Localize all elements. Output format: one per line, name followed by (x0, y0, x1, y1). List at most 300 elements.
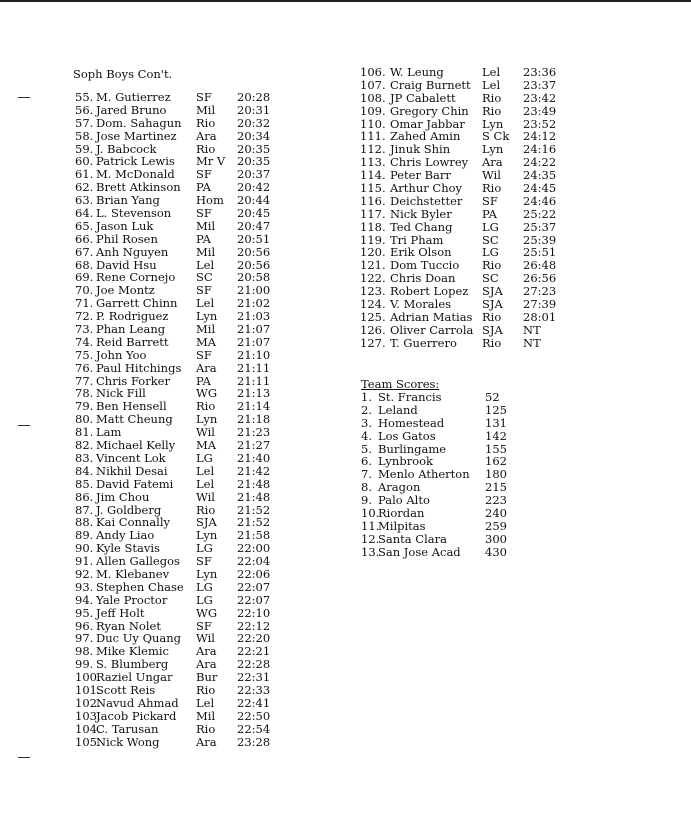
runner-name: Oliver Carrola (390, 322, 474, 337)
result-place: 112. (360, 142, 386, 157)
finish-time: 20:44 (237, 193, 271, 208)
school-code: S Ck (482, 129, 510, 144)
finish-time: 21:52 (237, 515, 271, 530)
runner-name: Dom. Sahagun (96, 115, 182, 130)
runner-name: Jared Bruno (96, 102, 167, 117)
result-place: 78. (75, 386, 94, 401)
finish-time: 21:00 (237, 283, 271, 298)
result-place: 80. (75, 412, 94, 427)
finish-time: 24:16 (523, 142, 557, 157)
school-code: Wil (196, 425, 215, 440)
result-place: 106. (360, 65, 386, 79)
team-name: Lynbrook (378, 454, 434, 469)
result-place: 59. (75, 141, 94, 156)
runner-name: Nick Wong (96, 734, 160, 749)
finish-time: 20:58 (237, 270, 271, 285)
school-code: Ara (196, 734, 217, 749)
runner-name: Ted Chang (390, 219, 453, 234)
school-code: Ara (196, 657, 217, 672)
runner-name: Allen Gallegos (96, 554, 180, 569)
school-code: Mil (196, 322, 216, 337)
page-heading: Soph Boys Con't. (73, 67, 173, 81)
school-code: Wil (196, 631, 215, 646)
team-score: 215 (485, 480, 507, 495)
result-place: 116. (360, 193, 386, 208)
team-place: 7. (361, 467, 372, 482)
result-place: 84. (75, 463, 94, 478)
runner-name: David Fatemi (96, 476, 174, 491)
runner-name: Michael Kelly (96, 438, 176, 453)
result-place: 62. (75, 180, 94, 195)
finish-time: 26:48 (523, 258, 557, 273)
runner-name: Dom Tuccio (390, 258, 460, 273)
school-code: Rio (196, 141, 216, 156)
runner-name: Phan Leang (96, 322, 166, 337)
runner-name: Scott Reis (96, 682, 156, 697)
finish-time: 20:45 (237, 206, 271, 221)
result-place: 119. (360, 232, 386, 247)
team-name: Aragon (378, 480, 421, 495)
result-place: 121. (360, 258, 386, 273)
finish-time: 22:12 (237, 618, 271, 633)
result-place: 108. (360, 90, 386, 105)
runner-name: M. McDonald (96, 167, 175, 182)
result-place: 118. (360, 219, 386, 234)
result-place: 73. (75, 322, 94, 337)
school-code: Rio (196, 721, 216, 736)
school-code: Lel (196, 257, 215, 272)
finish-time: 25:51 (523, 245, 557, 260)
finish-time: 21:27 (237, 438, 271, 453)
team-name: Leland (378, 402, 418, 417)
finish-time: 24:46 (523, 193, 557, 208)
result-place: 58. (75, 128, 94, 143)
runner-name: V. Morales (390, 297, 452, 312)
team-place: 12. (361, 531, 380, 546)
team-score: 180 (485, 467, 507, 482)
result-place: 91. (75, 554, 94, 569)
finish-time: 20:35 (237, 154, 271, 169)
school-code: Lyn (482, 142, 504, 157)
finish-time: 20:56 (237, 257, 271, 272)
finish-time: 22:54 (237, 721, 271, 736)
finish-time: 21:48 (237, 489, 271, 504)
finish-time: 21:42 (237, 463, 271, 478)
school-code: Ara (196, 360, 217, 375)
school-code: MA (196, 334, 217, 349)
finish-time: 22:00 (237, 541, 271, 556)
school-code: Lyn (196, 309, 218, 324)
runner-name: M. Klebanev (96, 566, 170, 581)
runner-name: Brian Yang (96, 193, 160, 208)
runner-name: Robert Lopez (390, 284, 469, 299)
result-place: 95. (75, 605, 94, 620)
runner-name: Chris Forker (96, 373, 170, 388)
result-place: 85. (75, 476, 94, 491)
result-place: 103. (75, 708, 101, 723)
runner-name: Jason Luk (96, 218, 154, 233)
runner-name: David Hsu (96, 257, 157, 272)
result-place: 92. (75, 566, 94, 581)
school-code: LG (196, 450, 213, 465)
team-score: 52 (485, 390, 500, 404)
runner-name: Tri Pham (390, 232, 444, 247)
team-place: 6. (361, 454, 372, 469)
runner-name: Stephen Chase (96, 579, 184, 594)
school-code: SC (196, 270, 213, 285)
school-code: Mr V (196, 154, 226, 169)
runner-name: Kyle Stavis (96, 541, 160, 556)
hole-punch-mark (18, 757, 30, 758)
school-code: Lel (482, 65, 501, 79)
team-name: Menlo Atherton (378, 467, 470, 482)
finish-time: 21:07 (237, 334, 271, 349)
school-code: LG (196, 592, 213, 607)
result-place: 65. (75, 218, 94, 233)
school-code: PA (196, 373, 211, 388)
runner-name: P. Rodriguez (96, 309, 169, 324)
result-place: 77. (75, 373, 94, 388)
runner-name: Reid Barrett (96, 334, 169, 349)
school-code: SC (482, 271, 499, 286)
result-place: 76. (75, 360, 94, 375)
finish-time: 22:07 (237, 592, 271, 607)
school-code: SF (196, 283, 212, 298)
result-place: 110. (360, 116, 386, 131)
school-code: Rio (482, 90, 502, 105)
finish-time: 21:14 (237, 399, 271, 414)
runner-name: Anh Nguyen (96, 244, 169, 259)
runner-name: J. Babcock (96, 141, 157, 156)
team-score: 223 (485, 493, 507, 508)
runner-name: Joe Montz (96, 283, 155, 298)
finish-time: 21:23 (237, 425, 271, 440)
team-place: 3. (361, 415, 372, 430)
team-name: Palo Alto (378, 493, 430, 508)
finish-time: 22:20 (237, 631, 271, 646)
finish-time: 22:28 (237, 657, 271, 672)
result-place: 125. (360, 309, 386, 324)
school-code: Lel (196, 296, 215, 311)
finish-time: 20:37 (237, 167, 271, 182)
result-place: 123. (360, 284, 386, 299)
runner-name: Garrett Chinn (96, 296, 178, 311)
school-code: LG (482, 245, 499, 260)
school-code: MA (196, 438, 217, 453)
school-code: Mil (196, 218, 216, 233)
runner-name: Chris Doan (390, 271, 456, 286)
runner-name: Jeff Holt (96, 605, 145, 620)
finish-time: 21:18 (237, 412, 271, 427)
result-place: 55. (75, 90, 94, 104)
school-code: SF (196, 618, 212, 633)
result-place: 117. (360, 206, 386, 221)
result-place: 64. (75, 206, 94, 221)
result-place: 90. (75, 541, 94, 556)
result-place: 56. (75, 102, 94, 117)
school-code: Rio (482, 103, 502, 118)
result-place: 87. (75, 502, 94, 517)
finish-time: 21:13 (237, 386, 271, 401)
runner-name: Brett Atkinson (96, 180, 181, 195)
team-place: 1. (361, 390, 372, 404)
finish-time: 26:56 (523, 271, 557, 286)
runner-name: Ben Hensell (96, 399, 167, 414)
runner-name: Jinuk Shin (390, 142, 451, 157)
school-code: SJA (482, 284, 503, 299)
team-scores-title: Team Scores: (361, 377, 440, 391)
runner-name: Yale Proctor (96, 592, 168, 607)
result-place: 96. (75, 618, 94, 633)
result-place: 89. (75, 528, 94, 543)
school-code: SJA (482, 297, 503, 312)
runner-name: Patrick Lewis (96, 154, 175, 169)
finish-time: 20:28 (237, 90, 271, 104)
school-code: Rio (196, 399, 216, 414)
result-place: 111. (360, 129, 386, 144)
finish-time: 21:02 (237, 296, 271, 311)
school-code: SF (196, 167, 212, 182)
finish-time: 20:32 (237, 115, 271, 130)
finish-time: 23:28 (237, 734, 271, 749)
team-place: 10. (361, 506, 380, 521)
school-code: PA (482, 206, 497, 221)
school-code: WG (196, 605, 218, 620)
runner-name: Kai Connally (96, 515, 171, 530)
school-code: Mil (196, 244, 216, 259)
team-place: 9. (361, 493, 372, 508)
school-code: PA (196, 180, 211, 195)
result-place: 61. (75, 167, 94, 182)
result-place: 98. (75, 644, 94, 659)
team-name: Riordan (378, 506, 425, 521)
finish-time: 20:34 (237, 128, 271, 143)
runner-name: Jose Martinez (96, 128, 177, 143)
finish-time: 28:01 (523, 309, 557, 324)
result-place: 81. (75, 425, 94, 440)
finish-time: 25:39 (523, 232, 557, 247)
result-place: 122. (360, 271, 386, 286)
finish-time: 20:56 (237, 244, 271, 259)
result-place: 70. (75, 283, 94, 298)
runner-name: Rene Cornejo (96, 270, 176, 285)
team-score: 162 (485, 454, 507, 469)
finish-time: 21:11 (237, 373, 271, 388)
school-code: Rio (482, 181, 502, 196)
runner-name: Matt Cheung (96, 412, 173, 427)
result-place: 127. (360, 335, 386, 350)
result-place: 57. (75, 115, 94, 130)
finish-time: 25:37 (523, 219, 557, 234)
finish-time: 20:47 (237, 218, 271, 233)
finish-time: 25:22 (523, 206, 557, 221)
finish-time: 21:11 (237, 360, 271, 375)
school-code: LG (482, 219, 499, 234)
school-code: SF (482, 193, 498, 208)
runner-name: Phil Rosen (96, 231, 158, 246)
result-place: 71. (75, 296, 94, 311)
team-score: 125 (485, 402, 507, 417)
school-code: Lel (196, 476, 215, 491)
school-code: Ara (482, 155, 503, 170)
school-code: Rio (196, 502, 216, 517)
team-name: Burlingame (378, 441, 447, 456)
runner-name: Nick Byler (390, 206, 452, 221)
finish-time: 21:52 (237, 502, 271, 517)
runner-name: Deichstetter (390, 193, 463, 208)
finish-time: 24:22 (523, 155, 557, 170)
result-place: 113. (360, 155, 386, 170)
finish-time: 22:33 (237, 682, 271, 697)
finish-time: 23:49 (523, 103, 557, 118)
result-place: 60. (75, 154, 94, 169)
finish-time: 22:10 (237, 605, 271, 620)
runner-name: J. Goldberg (96, 502, 162, 517)
school-code: Rio (482, 335, 502, 350)
runner-name: L. Stevenson (96, 206, 172, 221)
result-place: 66. (75, 231, 94, 246)
runner-name: Raziel Ungar (96, 670, 173, 685)
school-code: Lel (482, 77, 501, 92)
team-place: 2. (361, 402, 372, 417)
finish-time: 20:35 (237, 141, 271, 156)
team-name: Los Gatos (378, 428, 436, 443)
team-score: 155 (485, 441, 507, 456)
finish-time: 21:10 (237, 347, 271, 362)
finish-time: 20:42 (237, 180, 271, 195)
hole-punch-mark (18, 97, 30, 98)
runner-name: Mike Klemic (96, 644, 169, 659)
school-code: Ara (196, 128, 217, 143)
runner-name: Adrian Matias (390, 309, 473, 324)
runner-name: Nikhil Desai (96, 463, 168, 478)
school-code: Lyn (482, 116, 504, 131)
school-code: Rio (482, 258, 502, 273)
school-code: SJA (482, 322, 503, 337)
result-place: 69. (75, 270, 94, 285)
finish-time: 22:50 (237, 708, 271, 723)
school-code: LG (196, 579, 213, 594)
team-score: 131 (485, 415, 507, 430)
result-place: 102. (75, 695, 101, 710)
team-name: Milpitas (378, 518, 426, 533)
finish-time: 22:04 (237, 554, 271, 569)
runner-name: John Yoo (96, 347, 147, 362)
school-code: Mil (196, 102, 216, 117)
school-code: WG (196, 386, 218, 401)
hole-punch-mark (18, 425, 30, 426)
result-place: 120. (360, 245, 386, 260)
finish-time: 24:35 (523, 168, 557, 183)
finish-time: 21:03 (237, 309, 271, 324)
runner-name: Erik Olson (390, 245, 452, 260)
team-name: Santa Clara (378, 531, 447, 546)
result-place: 83. (75, 450, 94, 465)
team-name: St. Francis (378, 390, 442, 404)
result-place: 74. (75, 334, 94, 349)
result-place: 67. (75, 244, 94, 259)
school-code: Rio (482, 309, 502, 324)
school-code: Mil (196, 708, 216, 723)
school-code: Wil (196, 489, 215, 504)
school-code: Rio (196, 682, 216, 697)
runner-name: Ryan Nolet (96, 618, 161, 633)
result-place: 63. (75, 193, 94, 208)
runner-name: M. Gutierrez (96, 90, 171, 104)
school-code: Lel (196, 463, 215, 478)
result-place: 79. (75, 399, 94, 414)
result-place: 72. (75, 309, 94, 324)
runner-name: JP Cabalett (390, 90, 456, 105)
team-score: 240 (485, 506, 507, 521)
result-place: 109. (360, 103, 386, 118)
finish-time: 27:39 (523, 297, 557, 312)
finish-time: 22:41 (237, 695, 271, 710)
runner-name: Chris Lowrey (390, 155, 469, 170)
school-code: PA (196, 231, 211, 246)
school-code: SF (196, 347, 212, 362)
school-code: Rio (196, 115, 216, 130)
finish-time: 21:58 (237, 528, 271, 543)
finish-time: 23:36 (523, 65, 557, 79)
runner-name: Vincent Lok (96, 450, 166, 465)
result-place: 100. (75, 670, 101, 685)
finish-time: NT (523, 335, 541, 350)
team-score: 430 (485, 544, 507, 559)
result-place: 88. (75, 515, 94, 530)
finish-time: 21:40 (237, 450, 271, 465)
finish-time: 21:48 (237, 476, 271, 491)
result-place: 82. (75, 438, 94, 453)
runner-name: S. Blumberg (96, 657, 169, 672)
page-top-border (0, 0, 691, 2)
team-name: San Jose Acad (378, 544, 461, 559)
school-code: SF (196, 90, 212, 104)
runner-name: Zahed Amin (390, 129, 461, 144)
runner-name: Lam (96, 425, 122, 440)
team-place: 5. (361, 441, 372, 456)
finish-time: 22:31 (237, 670, 271, 685)
finish-time: 24:45 (523, 181, 557, 196)
team-place: 13. (361, 544, 380, 559)
result-place: 86. (75, 489, 94, 504)
finish-time: NT (523, 322, 541, 337)
runner-name: Navud Ahmad (96, 695, 179, 710)
result-place: 107. (360, 77, 386, 92)
runner-name: Jacob Pickard (96, 708, 177, 723)
result-place: 75. (75, 347, 94, 362)
result-place: 126. (360, 322, 386, 337)
school-code: SF (196, 554, 212, 569)
school-code: SF (196, 206, 212, 221)
school-code: Lyn (196, 528, 218, 543)
finish-time: 20:51 (237, 231, 271, 246)
runner-name: Duc Uy Quang (96, 631, 182, 646)
finish-time: 22:06 (237, 566, 271, 581)
team-score: 259 (485, 518, 507, 533)
runner-name: W. Leung (390, 65, 444, 79)
team-place: 11. (361, 518, 380, 533)
result-place: 115. (360, 181, 386, 196)
runner-name: Gregory Chin (390, 103, 469, 118)
school-code: Lyn (196, 566, 218, 581)
result-place: 97. (75, 631, 94, 646)
school-code: Lyn (196, 412, 218, 427)
finish-time: 20:31 (237, 102, 271, 117)
result-place: 104. (75, 721, 101, 736)
team-name: Homestead (378, 415, 445, 430)
result-place: 99. (75, 657, 94, 672)
